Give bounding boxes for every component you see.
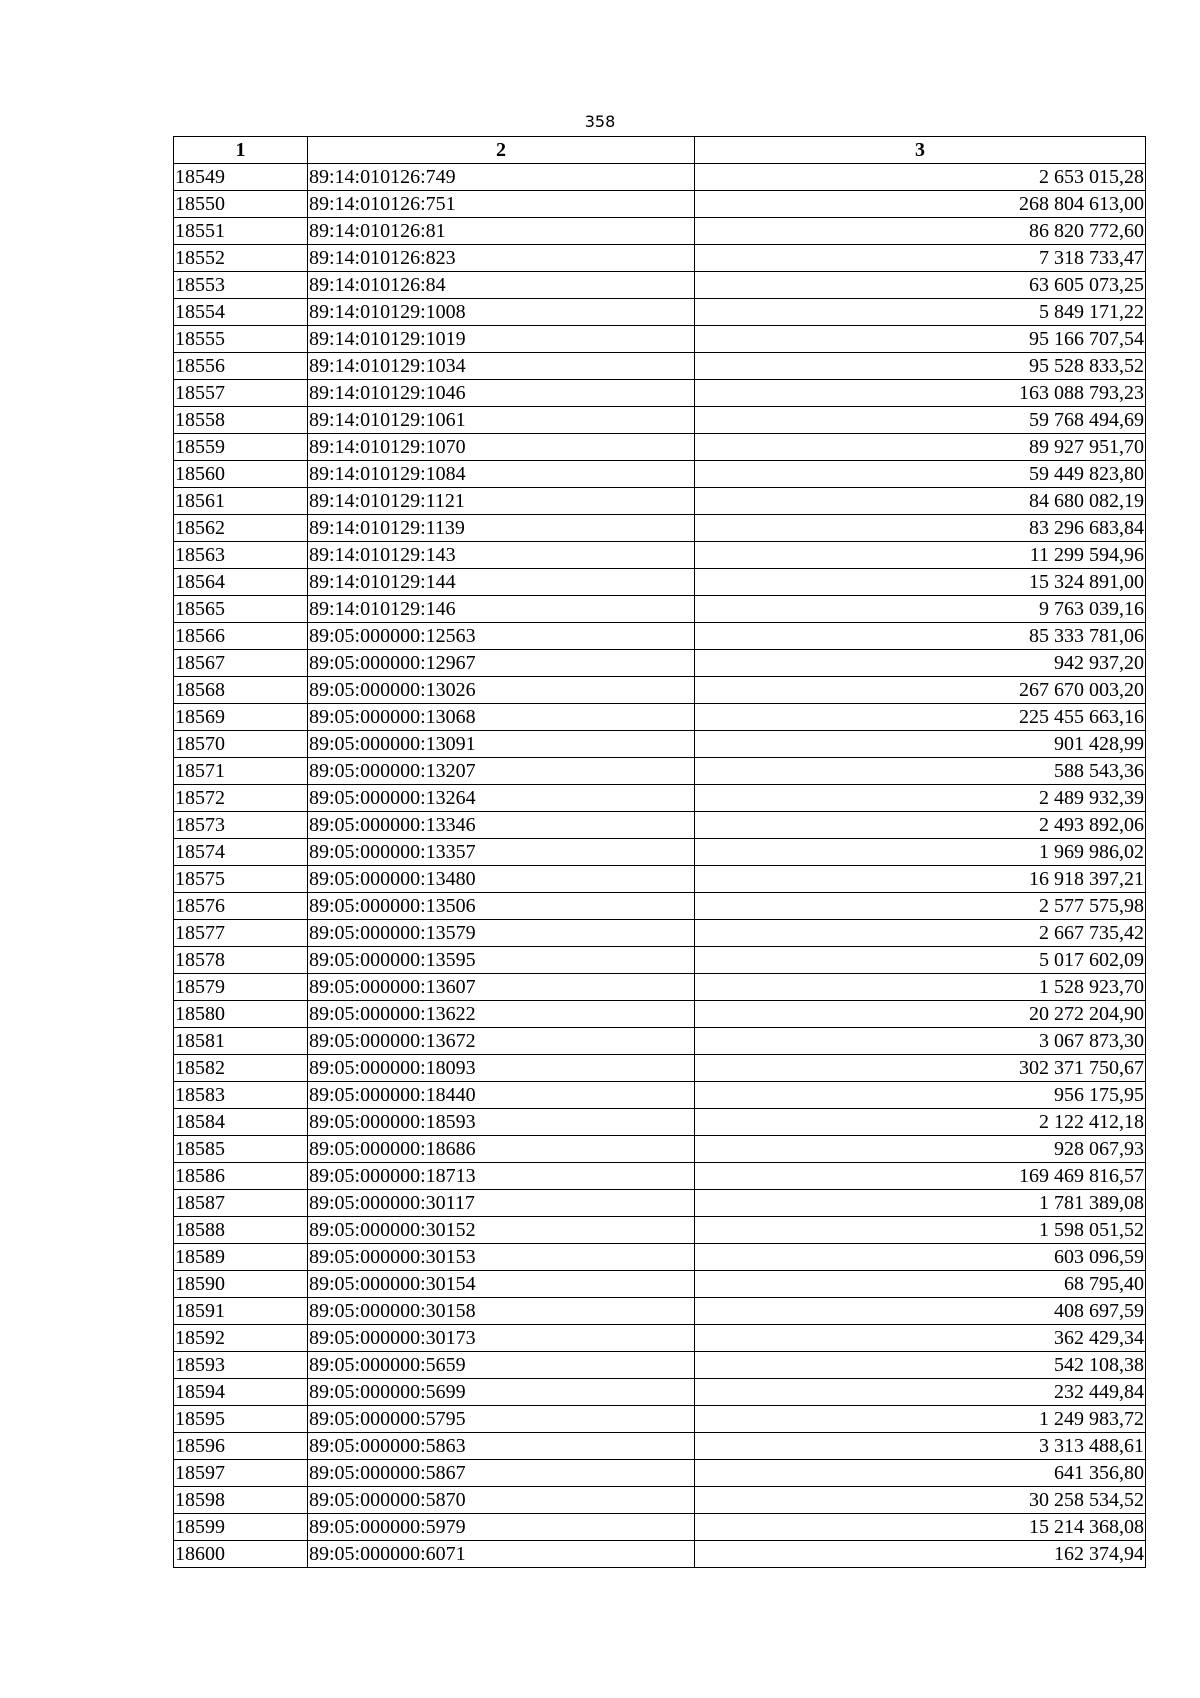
cadastral-number-cell: 89:14:010126:751 [308,191,695,218]
table-row [174,920,1146,947]
row-number-cell: 18558 [174,407,308,434]
row-number-cell: 18550 [174,191,308,218]
table-row [174,1379,1146,1406]
value-cell: 232 449,84 [695,1379,1146,1406]
value-cell: 408 697,59 [695,1298,1146,1325]
cadastral-number-cell: 89:14:010129:1008 [308,299,695,326]
value-cell: 268 804 613,00 [695,191,1146,218]
value-cell: 68 795,40 [695,1271,1146,1298]
table-row [174,1406,1146,1433]
cadastral-number-cell: 89:14:010129:1019 [308,326,695,353]
cadastral-number-cell: 89:14:010129:144 [308,569,695,596]
cadastral-number-cell: 89:14:010126:823 [308,245,695,272]
row-number-cell: 18576 [174,893,308,920]
table-header [174,137,1146,164]
value-cell: 3 067 873,30 [695,1028,1146,1055]
cadastral-number-cell: 89:05:000000:30158 [308,1298,695,1325]
table-row [174,677,1146,704]
row-number-cell: 18552 [174,245,308,272]
table-row [174,380,1146,407]
value-cell: 588 543,36 [695,758,1146,785]
cadastral-number-cell: 89:05:000000:13672 [308,1028,695,1055]
row-number-cell: 18577 [174,920,308,947]
table-row [174,1325,1146,1352]
table-row [174,839,1146,866]
value-cell: 1 249 983,72 [695,1406,1146,1433]
value-cell: 542 108,38 [695,1352,1146,1379]
table-row [174,1460,1146,1487]
table-body [174,164,1146,1568]
value-cell: 1 598 051,52 [695,1217,1146,1244]
value-cell: 20 272 204,90 [695,1001,1146,1028]
value-cell: 95 166 707,54 [695,326,1146,353]
cadastral-number-cell: 89:14:010129:1070 [308,434,695,461]
value-cell: 2 122 412,18 [695,1109,1146,1136]
table-row [174,947,1146,974]
cadastral-number-cell: 89:05:000000:18713 [308,1163,695,1190]
cadastral-number-cell: 89:05:000000:13506 [308,893,695,920]
table-row [174,1217,1146,1244]
row-number-cell: 18556 [174,353,308,380]
cadastral-number-cell: 89:05:000000:5659 [308,1352,695,1379]
cadastral-number-cell: 89:05:000000:13480 [308,866,695,893]
row-number-cell: 18600 [174,1541,308,1568]
table-row [174,1001,1146,1028]
row-number-cell: 18565 [174,596,308,623]
cadastral-number-cell: 89:05:000000:5870 [308,1487,695,1514]
row-number-cell: 18560 [174,461,308,488]
row-number-cell: 18564 [174,569,308,596]
cadastral-number-cell: 89:05:000000:30153 [308,1244,695,1271]
table-row [174,704,1146,731]
value-cell: 225 455 663,16 [695,704,1146,731]
column-header-3: 3 [695,137,1146,164]
row-number-cell: 18563 [174,542,308,569]
value-cell: 362 429,34 [695,1325,1146,1352]
cadastral-number-cell: 89:05:000000:13207 [308,758,695,785]
table-row [174,218,1146,245]
cadastral-number-cell: 89:05:000000:12563 [308,623,695,650]
value-cell: 5 017 602,09 [695,947,1146,974]
table-row [174,1271,1146,1298]
value-cell: 15 214 368,08 [695,1514,1146,1541]
value-cell: 59 768 494,69 [695,407,1146,434]
cadastral-number-cell: 89:14:010129:1034 [308,353,695,380]
row-number-cell: 18557 [174,380,308,407]
row-number-cell: 18551 [174,218,308,245]
row-number-cell: 18572 [174,785,308,812]
row-number-cell: 18555 [174,326,308,353]
cadastral-number-cell: 89:05:000000:12967 [308,650,695,677]
row-number-cell: 18585 [174,1136,308,1163]
cadastral-number-cell: 89:14:010129:143 [308,542,695,569]
value-cell: 16 918 397,21 [695,866,1146,893]
value-cell: 956 175,95 [695,1082,1146,1109]
value-cell: 7 318 733,47 [695,245,1146,272]
row-number-cell: 18562 [174,515,308,542]
table-row [174,569,1146,596]
row-number-cell: 18587 [174,1190,308,1217]
row-number-cell: 18592 [174,1325,308,1352]
cadastral-number-cell: 89:05:000000:5867 [308,1460,695,1487]
cadastral-number-cell: 89:05:000000:18093 [308,1055,695,1082]
cadastral-number-cell: 89:14:010129:1121 [308,488,695,515]
table-row [174,1163,1146,1190]
value-cell: 89 927 951,70 [695,434,1146,461]
cadastral-number-cell: 89:05:000000:5699 [308,1379,695,1406]
value-cell: 84 680 082,19 [695,488,1146,515]
row-number-cell: 18599 [174,1514,308,1541]
row-number-cell: 18559 [174,434,308,461]
value-cell: 63 605 073,25 [695,272,1146,299]
cadastral-number-cell: 89:05:000000:5979 [308,1514,695,1541]
cadastral-number-cell: 89:05:000000:13346 [308,812,695,839]
row-number-cell: 18595 [174,1406,308,1433]
row-number-cell: 18582 [174,1055,308,1082]
cadastral-number-cell: 89:05:000000:18440 [308,1082,695,1109]
cadastral-number-cell: 89:05:000000:30152 [308,1217,695,1244]
cadastral-number-cell: 89:14:010126:749 [308,164,695,191]
cadastral-number-cell: 89:05:000000:5863 [308,1433,695,1460]
value-cell: 86 820 772,60 [695,218,1146,245]
row-number-cell: 18566 [174,623,308,650]
cadastral-number-cell: 89:05:000000:30173 [308,1325,695,1352]
cadastral-number-cell: 89:05:000000:13091 [308,731,695,758]
row-number-cell: 18588 [174,1217,308,1244]
row-number-cell: 18554 [174,299,308,326]
cadastral-number-cell: 89:05:000000:5795 [308,1406,695,1433]
row-number-cell: 18590 [174,1271,308,1298]
cadastral-number-cell: 89:05:000000:6071 [308,1541,695,1568]
value-cell: 169 469 816,57 [695,1163,1146,1190]
table-row [174,488,1146,515]
row-number-cell: 18579 [174,974,308,1001]
row-number-cell: 18580 [174,1001,308,1028]
row-number-cell: 18553 [174,272,308,299]
table-row [174,434,1146,461]
cadastral-number-cell: 89:05:000000:18593 [308,1109,695,1136]
value-cell: 9 763 039,16 [695,596,1146,623]
cadastral-number-cell: 89:14:010126:81 [308,218,695,245]
table-row [174,1244,1146,1271]
table-row [174,407,1146,434]
table-row [174,272,1146,299]
table-row [174,731,1146,758]
value-cell: 302 371 750,67 [695,1055,1146,1082]
row-number-cell: 18568 [174,677,308,704]
row-number-cell: 18581 [174,1028,308,1055]
table-row [174,893,1146,920]
value-cell: 1 528 923,70 [695,974,1146,1001]
row-number-cell: 18561 [174,488,308,515]
value-cell: 1 969 986,02 [695,839,1146,866]
row-number-cell: 18583 [174,1082,308,1109]
value-cell: 2 489 932,39 [695,785,1146,812]
table-row [174,650,1146,677]
row-number-cell: 18578 [174,947,308,974]
table-row [174,1514,1146,1541]
cadastral-number-cell: 89:14:010129:1046 [308,380,695,407]
table-row [174,542,1146,569]
row-number-cell: 18594 [174,1379,308,1406]
cadastral-number-cell: 89:05:000000:13595 [308,947,695,974]
table-row [174,1433,1146,1460]
row-number-cell: 18584 [174,1109,308,1136]
value-cell: 11 299 594,96 [695,542,1146,569]
registry-table [173,136,1146,1568]
cadastral-number-cell: 89:14:010129:1139 [308,515,695,542]
value-cell: 901 428,99 [695,731,1146,758]
row-number-cell: 18591 [174,1298,308,1325]
table-row [174,164,1146,191]
value-cell: 163 088 793,23 [695,380,1146,407]
row-number-cell: 18575 [174,866,308,893]
table-row [174,1298,1146,1325]
table-row [174,623,1146,650]
table-row [174,1352,1146,1379]
value-cell: 59 449 823,80 [695,461,1146,488]
cadastral-number-cell: 89:05:000000:13622 [308,1001,695,1028]
row-number-cell: 18589 [174,1244,308,1271]
value-cell: 928 067,93 [695,1136,1146,1163]
row-number-cell: 18597 [174,1460,308,1487]
table-row [174,1028,1146,1055]
table-row [174,1541,1146,1568]
row-number-cell: 18598 [174,1487,308,1514]
table-row [174,326,1146,353]
value-cell: 1 781 389,08 [695,1190,1146,1217]
header-row [174,137,1146,164]
cadastral-number-cell: 89:14:010129:1084 [308,461,695,488]
cadastral-number-cell: 89:05:000000:13579 [308,920,695,947]
table-row [174,1109,1146,1136]
table-row [174,245,1146,272]
value-cell: 2 667 735,42 [695,920,1146,947]
cadastral-number-cell: 89:05:000000:13357 [308,839,695,866]
table-row [174,299,1146,326]
value-cell: 603 096,59 [695,1244,1146,1271]
cadastral-number-cell: 89:05:000000:13264 [308,785,695,812]
page-number: 358 [584,112,616,131]
column-header-1: 1 [174,137,308,164]
value-cell: 942 937,20 [695,650,1146,677]
cadastral-number-cell: 89:05:000000:13068 [308,704,695,731]
row-number-cell: 18596 [174,1433,308,1460]
value-cell: 5 849 171,22 [695,299,1146,326]
value-cell: 30 258 534,52 [695,1487,1146,1514]
value-cell: 15 324 891,00 [695,569,1146,596]
table-row [174,461,1146,488]
table-row [174,191,1146,218]
table-row [174,1136,1146,1163]
value-cell: 3 313 488,61 [695,1433,1146,1460]
row-number-cell: 18573 [174,812,308,839]
cadastral-number-cell: 89:14:010129:1061 [308,407,695,434]
row-number-cell: 18574 [174,839,308,866]
value-cell: 85 333 781,06 [695,623,1146,650]
column-header-2: 2 [308,137,695,164]
row-number-cell: 18570 [174,731,308,758]
table-row [174,812,1146,839]
table-row [174,353,1146,380]
table-row [174,785,1146,812]
table-row [174,1055,1146,1082]
row-number-cell: 18569 [174,704,308,731]
table-row [174,1082,1146,1109]
cadastral-number-cell: 89:05:000000:30117 [308,1190,695,1217]
cadastral-number-cell: 89:05:000000:13026 [308,677,695,704]
table-row [174,596,1146,623]
value-cell: 95 528 833,52 [695,353,1146,380]
value-cell: 267 670 003,20 [695,677,1146,704]
cadastral-number-cell: 89:05:000000:18686 [308,1136,695,1163]
row-number-cell: 18593 [174,1352,308,1379]
value-cell: 2 493 892,06 [695,812,1146,839]
table-row [174,1487,1146,1514]
row-number-cell: 18586 [174,1163,308,1190]
table-row [174,866,1146,893]
value-cell: 83 296 683,84 [695,515,1146,542]
value-cell: 2 653 015,28 [695,164,1146,191]
cadastral-number-cell: 89:05:000000:13607 [308,974,695,1001]
cadastral-number-cell: 89:14:010129:146 [308,596,695,623]
table-row [174,974,1146,1001]
row-number-cell: 18571 [174,758,308,785]
cadastral-number-cell: 89:05:000000:30154 [308,1271,695,1298]
cadastral-number-cell: 89:14:010126:84 [308,272,695,299]
table-row [174,758,1146,785]
table-row [174,1190,1146,1217]
value-cell: 641 356,80 [695,1460,1146,1487]
table-row [174,515,1146,542]
row-number-cell: 18549 [174,164,308,191]
row-number-cell: 18567 [174,650,308,677]
value-cell: 2 577 575,98 [695,893,1146,920]
value-cell: 162 374,94 [695,1541,1146,1568]
